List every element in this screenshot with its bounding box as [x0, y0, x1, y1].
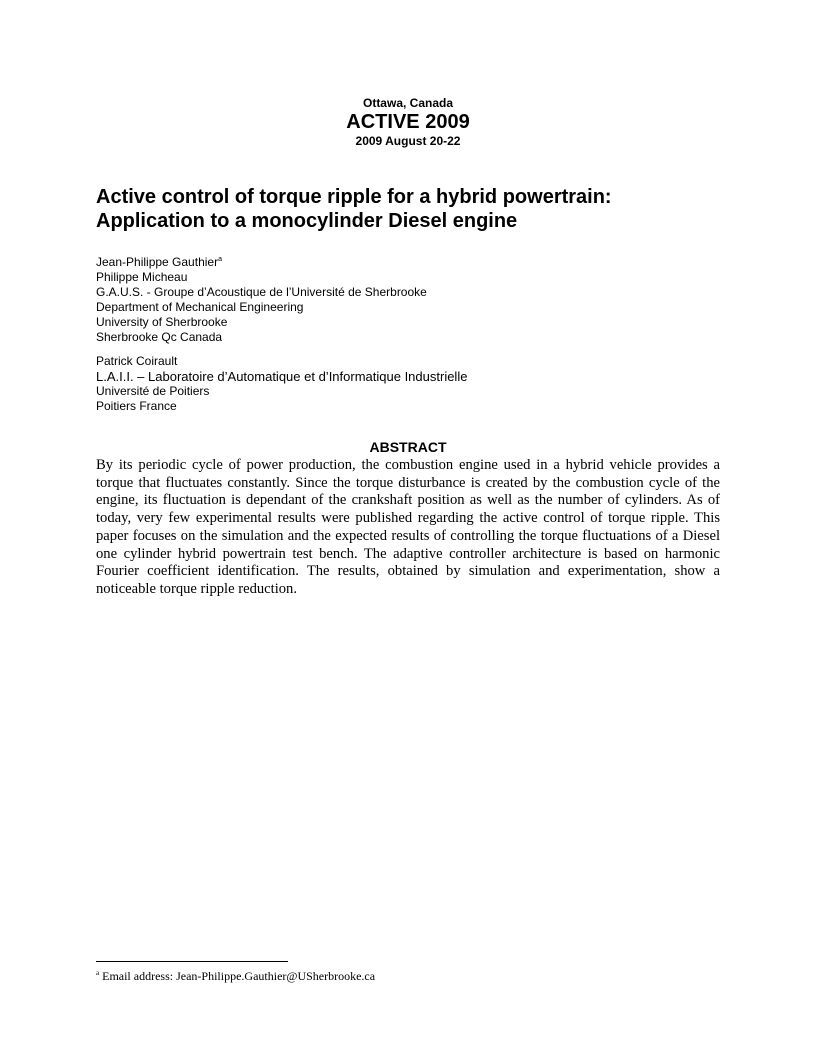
- footnote-text: Email address: Jean-Philippe.Gauthier@USherbrooke.ca: [99, 969, 376, 983]
- paper-title-line-2: Application to a monocylinder Diesel engine: [96, 210, 518, 232]
- author-name: Philippe Micheau: [96, 270, 188, 284]
- abstract-text: By its periodic cycle of power production, the combustion engine used in a hybrid vehicle provides a torque that fluctuates constantly. Since the torque disturbance is created by the combustion cycle of the engine, its fluctuation is dependant of the crankshaft position as well as the number of cylinders. As of today, very few experimental results were published regarding the active control of torque ripple. This paper focuses on the simulation and the expected results of controlling the torque fluctuations of a Diesel one cylinder hybrid powertrain test bench. The adaptive controller architecture is based on harmonic Fourier coefficient identification. The results, obtained by simulation and experimentation, show a noticeable torque ripple reduction.: [96, 457, 720, 597]
- author-block: [96, 255, 716, 414]
- affiliation-line: Sherbrooke Qc Canada: [96, 330, 223, 344]
- affiliation-line: University of Sherbrooke: [96, 315, 228, 329]
- author-name: Patrick Coirault: [96, 354, 178, 368]
- footnote-marker: a: [96, 969, 100, 977]
- conference-name: ACTIVE 2009: [346, 111, 470, 133]
- affiliation-line: G.A.U.S. - Groupe d’Acoustique de l’Université de Sherbrooke: [96, 285, 427, 299]
- abstract-heading: ABSTRACT: [369, 439, 447, 455]
- paper-title: [96, 185, 736, 233]
- paper-title-line-1: Active control of torque ripple for a hybrid powertrain:: [96, 186, 612, 208]
- conference-header: [0, 96, 816, 148]
- footnote-divider: [96, 961, 288, 962]
- conference-location: Ottawa, Canada: [362, 96, 454, 110]
- conference-dates: 2009 August 20-22: [355, 134, 461, 148]
- author-name: Jean-Philippe Gauthier$^a$: [96, 255, 222, 269]
- affiliation-line: Department of Mechanical Engineering: [96, 300, 304, 314]
- affiliation-line: Université de Poitiers: [96, 384, 210, 398]
- footnote: [96, 969, 696, 983]
- affiliation-line: L.A.I.I. – Laboratoire d’Automatique et d’Informatique Industrielle: [96, 369, 468, 384]
- footnote-marker: a: [218, 256, 222, 263]
- affiliation-line: Poitiers France: [96, 399, 177, 413]
